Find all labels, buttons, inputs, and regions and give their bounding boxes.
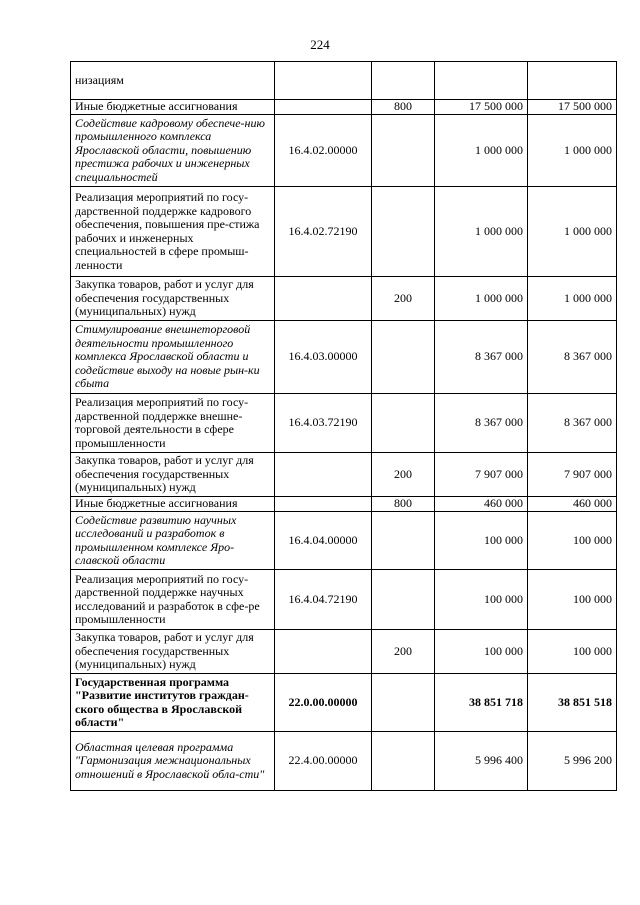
row-name-cell: Стимулирование внешнеторговой деятельности промышленного комплекса Ярославской области и содействие выходу на новые рын-ки сбыта	[71, 321, 275, 394]
amount-year2-cell: 100 000	[528, 512, 617, 570]
target-code-cell: 16.4.03.00000	[275, 321, 372, 394]
table-row	[71, 277, 617, 321]
amount-year1-cell: 100 000	[435, 570, 528, 630]
target-code-cell: 16.4.04.72190	[275, 570, 372, 630]
amount-year2-cell: 1 000 000	[528, 115, 617, 187]
amount-year2-cell: 1 000 000	[528, 187, 617, 277]
table-row	[71, 512, 617, 570]
amount-year1-cell: 100 000	[435, 512, 528, 570]
amount-year2-cell: 5 996 200	[528, 732, 617, 791]
expense-type-cell: 200	[372, 630, 435, 674]
amount-year2-cell	[528, 62, 617, 100]
target-code-cell	[275, 277, 372, 321]
expense-type-cell	[372, 512, 435, 570]
row-name-cell: Иные бюджетные ассигнования	[71, 100, 275, 115]
target-code-cell	[275, 100, 372, 115]
expense-type-cell	[372, 394, 435, 453]
target-code-cell	[275, 497, 372, 512]
amount-year2-cell: 17 500 000	[528, 100, 617, 115]
target-code-cell	[275, 62, 372, 100]
amount-year2-cell: 100 000	[528, 570, 617, 630]
row-name-cell: Иные бюджетные ассигнования	[71, 497, 275, 512]
target-code-cell: 16.4.02.72190	[275, 187, 372, 277]
row-name-cell: Реализация мероприятий по госу-дарственной поддержке научных исследований и разработок в сфе-ре промышленности	[71, 570, 275, 630]
row-name-cell: Закупка товаров, работ и услуг для обеспечения государственных (муниципальных) нужд	[71, 453, 275, 497]
amount-year1-cell: 8 367 000	[435, 394, 528, 453]
amount-year1-cell: 7 907 000	[435, 453, 528, 497]
amount-year1-cell: 1 000 000	[435, 277, 528, 321]
target-code-cell	[275, 630, 372, 674]
row-name-cell: Реализация мероприятий по госу-дарственной поддержке внешне-торговой деятельности в сфере промышленности	[71, 394, 275, 453]
amount-year1-cell: 5 996 400	[435, 732, 528, 791]
table-row	[71, 394, 617, 453]
amount-year2-cell: 38 851 518	[528, 674, 617, 732]
expense-type-cell	[372, 321, 435, 394]
amount-year2-cell: 7 907 000	[528, 453, 617, 497]
table-row	[71, 62, 617, 100]
table-row	[71, 100, 617, 115]
amount-year2-cell: 8 367 000	[528, 394, 617, 453]
target-code-cell	[275, 453, 372, 497]
amount-year1-cell	[435, 62, 528, 100]
expense-type-cell: 200	[372, 277, 435, 321]
expense-type-cell	[372, 187, 435, 277]
row-name-cell: Содействие кадровому обеспече-нию промышленного комплекса Ярославской области, повышению престижа рабочих и инженерных специальностей	[71, 115, 275, 187]
expense-type-cell	[372, 570, 435, 630]
table-row	[71, 321, 617, 394]
amount-year1-cell: 8 367 000	[435, 321, 528, 394]
table-row	[71, 674, 617, 732]
amount-year1-cell: 460 000	[435, 497, 528, 512]
expense-type-cell	[372, 732, 435, 791]
amount-year1-cell: 38 851 718	[435, 674, 528, 732]
amount-year1-cell: 1 000 000	[435, 115, 528, 187]
target-code-cell: 16.4.02.00000	[275, 115, 372, 187]
target-code-cell: 22.4.00.00000	[275, 732, 372, 791]
amount-year1-cell: 17 500 000	[435, 100, 528, 115]
expense-type-cell	[372, 674, 435, 732]
table-row	[71, 570, 617, 630]
budget-table-body	[71, 62, 617, 791]
page-number: 224	[310, 37, 330, 52]
expense-type-cell: 800	[372, 100, 435, 115]
amount-year2-cell: 100 000	[528, 630, 617, 674]
target-code-cell: 22.0.00.00000	[275, 674, 372, 732]
row-name-cell: Закупка товаров, работ и услуг для обеспечения государственных (муниципальных) нужд	[71, 277, 275, 321]
table-row	[71, 187, 617, 277]
row-name-cell: низациям	[71, 62, 275, 100]
table-row	[71, 630, 617, 674]
amount-year2-cell: 1 000 000	[528, 277, 617, 321]
row-name-cell: Закупка товаров, работ и услуг для обеспечения государственных (муниципальных) нужд	[71, 630, 275, 674]
expense-type-cell: 200	[372, 453, 435, 497]
amount-year1-cell: 100 000	[435, 630, 528, 674]
table-row	[71, 453, 617, 497]
row-name-cell: Областная целевая программа "Гармонизация межнациональных отношений в Ярославской обла-сти"	[71, 732, 275, 791]
row-name-cell: Реализация мероприятий по госу-дарственной поддержке кадрового обеспечения, повышения пре-стижа рабочих и инженерных специальностей в сфере промыш-ленности	[71, 187, 275, 277]
amount-year1-cell: 1 000 000	[435, 187, 528, 277]
expense-type-cell: 800	[372, 497, 435, 512]
expense-type-cell	[372, 62, 435, 100]
row-name-cell: Государственная программа "Развитие институтов граждан-ского общества в Ярославской области"	[71, 674, 275, 732]
target-code-cell: 16.4.03.72190	[275, 394, 372, 453]
row-name-cell: Содействие развитию научных исследований и разработок в промышленном комплексе Яро-славской области	[71, 512, 275, 570]
table-row	[71, 732, 617, 791]
budget-table	[70, 61, 617, 791]
target-code-cell: 16.4.04.00000	[275, 512, 372, 570]
amount-year2-cell: 460 000	[528, 497, 617, 512]
table-row	[71, 115, 617, 187]
expense-type-cell	[372, 115, 435, 187]
amount-year2-cell: 8 367 000	[528, 321, 617, 394]
table-row	[71, 497, 617, 512]
